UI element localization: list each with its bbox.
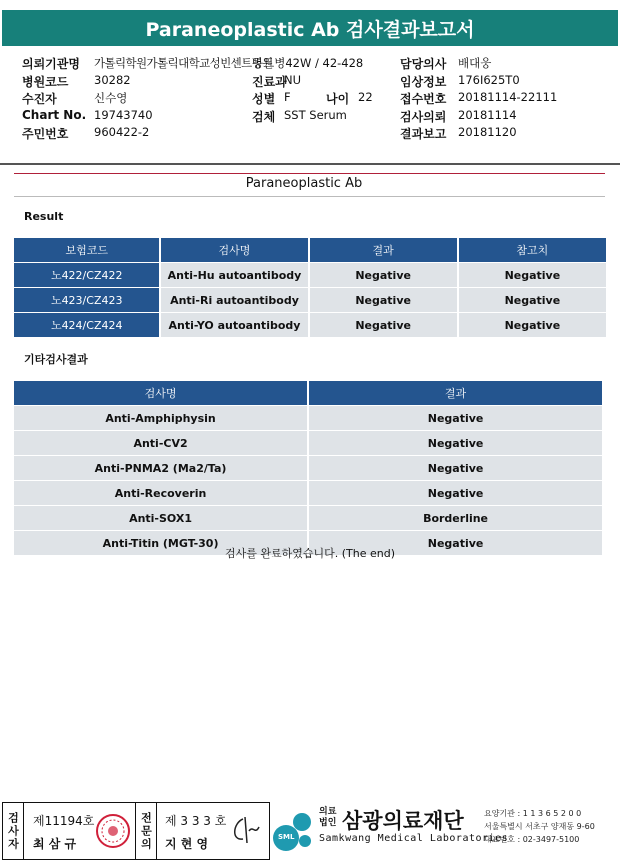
info-label: 의뢰기관명 bbox=[22, 57, 80, 71]
sml-text: SML bbox=[278, 833, 295, 841]
report-date: 20181120 bbox=[458, 125, 517, 139]
doctor-name: 지 현 영 bbox=[165, 837, 209, 851]
info-label: Chart No. bbox=[22, 107, 87, 122]
patient-name: 신수영 bbox=[94, 91, 128, 105]
reference-value: Negative bbox=[458, 288, 606, 313]
column-header: 검사명 bbox=[160, 238, 308, 263]
resident-number: 960422-2 bbox=[94, 125, 150, 139]
test-name: Anti-PNMA2 (Ma2/Ta) bbox=[14, 456, 308, 481]
test-name: Anti-YO autoantibody bbox=[160, 313, 308, 338]
ward-info: 동트병42W / 42-428 bbox=[252, 56, 364, 70]
org-prefix bbox=[319, 807, 336, 829]
info-label: 주민번호 bbox=[22, 127, 69, 141]
info-label: 수진자 bbox=[22, 92, 57, 106]
info-label: 접수번호 bbox=[400, 92, 447, 106]
divider bbox=[0, 163, 620, 165]
request-date: 20181114 bbox=[458, 107, 517, 122]
test-name: Anti-Amphiphysin bbox=[14, 406, 308, 431]
other-results-label: 기타검사결과 bbox=[24, 353, 88, 366]
table-header-row bbox=[14, 238, 606, 263]
table-row bbox=[14, 313, 606, 338]
doctor-label: 전문의 bbox=[139, 811, 153, 851]
org-code: 요양기관 : 1 1 3 6 5 2 0 0 bbox=[484, 809, 582, 818]
table-row bbox=[14, 431, 602, 456]
table-row bbox=[14, 506, 602, 531]
info-label: 담당의사 bbox=[400, 57, 447, 71]
info-row bbox=[22, 55, 602, 73]
insurance-code: 노423/CZ423 bbox=[14, 288, 160, 313]
age-value: 22 bbox=[358, 90, 373, 104]
org-english-name: Samkwang Medical Laboratories bbox=[319, 833, 509, 844]
table-row bbox=[14, 288, 606, 313]
insurance-code: 노424/CZ424 bbox=[14, 313, 160, 338]
doctor-license: 제 3 3 3 호 bbox=[165, 814, 227, 828]
column-header: 참고치 bbox=[458, 238, 606, 263]
table-row bbox=[14, 263, 606, 288]
info-label: 나이 bbox=[326, 92, 350, 106]
signature-icon bbox=[229, 813, 265, 847]
test-result: Negative bbox=[308, 406, 602, 431]
info-label: 진료과 bbox=[252, 74, 287, 89]
column-header: 결과 bbox=[308, 381, 602, 406]
org-prefix-line: 법인 bbox=[319, 818, 337, 828]
result-table bbox=[14, 238, 606, 337]
specimen-value: SST Serum bbox=[284, 107, 347, 122]
test-name: Anti-Ri autoantibody bbox=[160, 288, 308, 313]
org-phone: 대표번호 : 02-3497-5100 bbox=[484, 835, 580, 844]
info-row bbox=[22, 73, 602, 91]
test-name: Anti-SOX1 bbox=[14, 506, 308, 531]
info-label: 결과보고 bbox=[400, 127, 447, 141]
other-results-table bbox=[14, 381, 602, 555]
table-row bbox=[14, 456, 602, 481]
info-label: 검체 bbox=[252, 109, 276, 124]
tester-license: 제11194호 bbox=[33, 814, 95, 828]
doctor-value: 배대웅 bbox=[458, 56, 492, 70]
tester-column-label bbox=[3, 803, 24, 859]
panel-top-line bbox=[14, 173, 605, 174]
dept-value: NU bbox=[284, 72, 302, 87]
org-name: 삼광의료재단 bbox=[342, 809, 464, 833]
info-label: 임상정보 bbox=[400, 74, 447, 89]
column-header: 결과 bbox=[309, 238, 458, 263]
test-result: Negative bbox=[308, 481, 602, 506]
sex-value: F bbox=[284, 90, 291, 104]
panel-title: Paraneoplastic Ab bbox=[245, 176, 363, 191]
end-text: 검사를 완료하였습니다. (The end) bbox=[224, 547, 395, 560]
test-result: Negative bbox=[308, 431, 602, 456]
signature-box bbox=[2, 802, 270, 860]
test-name: Anti-Titin (MGT-30) bbox=[14, 531, 308, 556]
sml-logo-icon bbox=[272, 808, 316, 856]
info-label: 병원코드 bbox=[22, 74, 69, 89]
tester-seal-icon bbox=[95, 813, 131, 849]
test-result: Negative bbox=[309, 288, 458, 313]
info-label: 성별 bbox=[252, 92, 276, 106]
table-row bbox=[14, 481, 602, 506]
chart-number: 19743740 bbox=[94, 107, 153, 122]
hospital-name: 가톨릭학원가톨릭대학교성빈센트병원 bbox=[94, 56, 273, 70]
org-prefix-line: 의료 bbox=[319, 807, 337, 817]
insurance-code: 노422/CZ422 bbox=[14, 263, 160, 288]
patient-info bbox=[22, 55, 602, 143]
column-header: 보험코드 bbox=[14, 238, 160, 263]
test-result: Negative bbox=[309, 263, 458, 288]
footer bbox=[2, 802, 618, 860]
org-logo bbox=[272, 802, 612, 858]
info-row bbox=[22, 108, 602, 126]
test-name: Anti-Hu autoantibody bbox=[160, 263, 308, 288]
test-name: Anti-Recoverin bbox=[14, 481, 308, 506]
panel-divider bbox=[14, 196, 605, 197]
column-header: 검사명 bbox=[14, 381, 308, 406]
info-row bbox=[22, 90, 602, 108]
hospital-code: 30282 bbox=[94, 72, 131, 87]
tester-name: 최 삼 규 bbox=[33, 837, 77, 851]
reference-value: Negative bbox=[458, 263, 606, 288]
org-contact bbox=[484, 807, 595, 846]
table-header-row bbox=[14, 381, 602, 406]
report-title: Paraneoplastic Ab 검사결과보고서 bbox=[2, 10, 618, 46]
test-result: Negative bbox=[309, 313, 458, 338]
test-result: Negative bbox=[308, 456, 602, 481]
doctor-column-label bbox=[135, 803, 157, 859]
info-row bbox=[22, 125, 602, 143]
result-label: Result bbox=[24, 210, 64, 223]
clinical-info: 176I625T0 bbox=[458, 72, 520, 87]
info-label: 검사의뢰 bbox=[400, 109, 447, 124]
test-result: Negative bbox=[308, 531, 602, 556]
test-name: Anti-CV2 bbox=[14, 431, 308, 456]
org-address: 서울특별시 서초구 양재동 9-60 bbox=[484, 822, 595, 831]
receipt-number: 20181114-22111 bbox=[458, 90, 558, 104]
table-row bbox=[14, 406, 602, 431]
tester-label: 검사자 bbox=[6, 811, 20, 851]
reference-value: Negative bbox=[458, 313, 606, 338]
test-result: Borderline bbox=[308, 506, 602, 531]
